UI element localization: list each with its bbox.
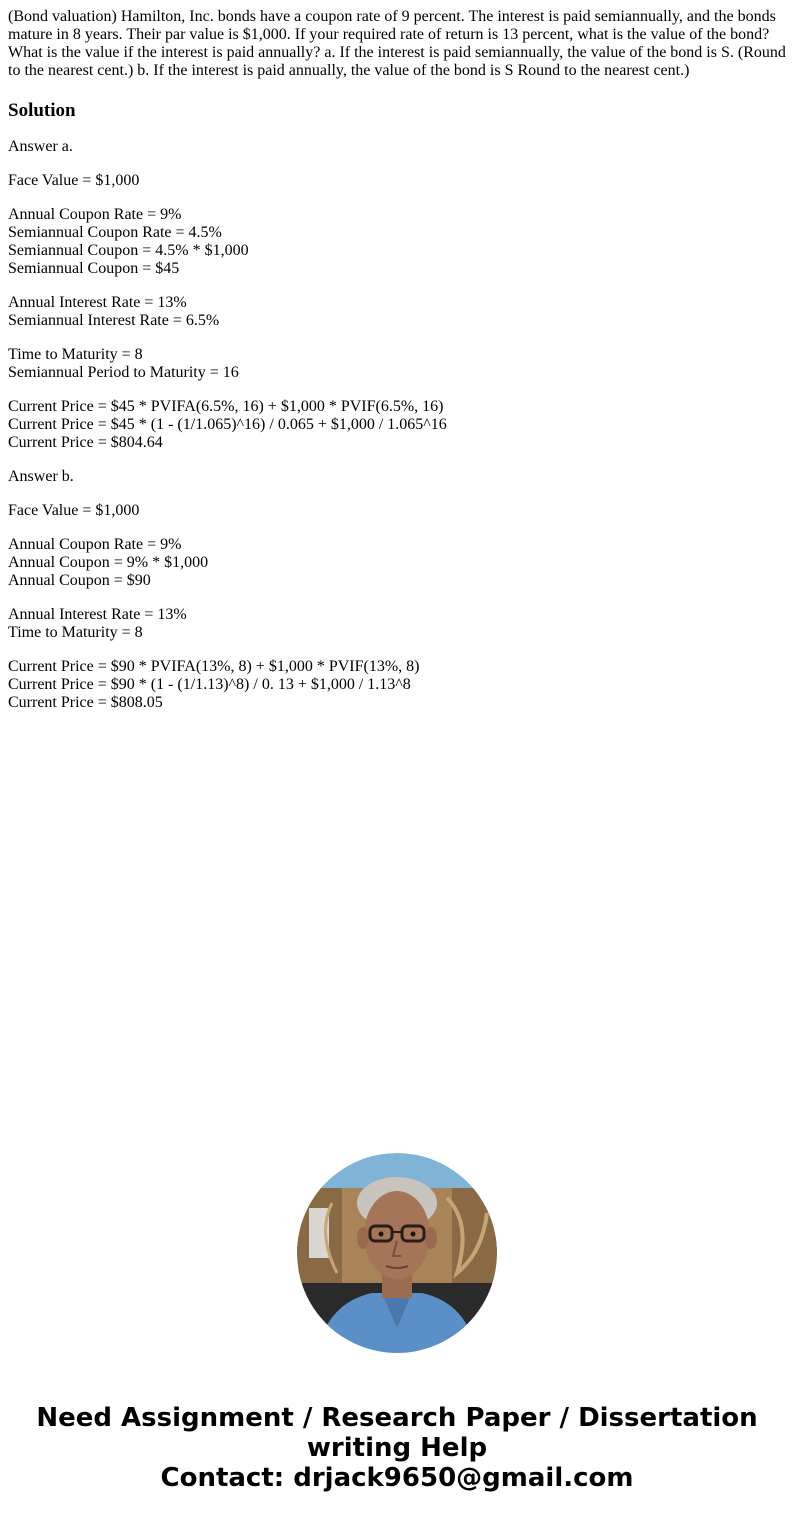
answer-b-coupon-line: Annual Coupon = $90 [8,572,151,589]
answer-b-coupon-block [8,536,788,590]
author-portrait-image [297,1153,497,1353]
answer-a-maturity-block [8,346,788,382]
answer-a-price-line: Current Price = $45 * (1 - (1/1.065)^16) / 0.065 + $1,000 / 1.065^16 [8,416,447,433]
answer-a-maturity-line: Time to Maturity = 8 [8,346,143,363]
promo-line-1: Need Assignment / Research Paper / Dissertation [36,1403,758,1433]
answer-a-price-block [8,398,788,452]
promo-contact-line: Contact: drjack9650@gmail.com [160,1463,634,1493]
answer-a-title: Answer a. [8,138,73,155]
answer-a-coupon-line: Semiannual Coupon = $45 [8,260,180,277]
document-body [8,8,788,712]
answer-a-maturity-line: Semiannual Period to Maturity = 16 [8,364,239,381]
answer-a-coupon-block [8,206,788,278]
answer-b-price-line: Current Price = $808.05 [8,694,163,711]
answer-b-interest-line: Time to Maturity = 8 [8,624,143,641]
answer-b-interest-block [8,606,788,642]
solution-heading: Solution [8,100,76,121]
answer-a-face-value-block [8,172,788,190]
answer-b-title-block [8,468,788,486]
question-text: (Bond valuation) Hamilton, Inc. bonds have a coupon rate of 9 percent. The interest is paid semiannually, and the bonds mature in 8 years. Their par value is $1,000. If your required rate of return is 13 percent, what is the value of the bond? What is the value if the interest is paid annually? a. If the interest is paid semiannually, the value of the bond is S. (Round to the nearest cent.) b. If the interest is paid annually, the value of the bond is S Round to the nearest cent.) [8,8,786,79]
promo-banner [0,1403,794,1493]
answer-b-coupon-line: Annual Coupon = 9% * $1,000 [8,554,209,571]
answer-a-face-value: Face Value = $1,000 [8,172,140,189]
answer-a-price-line: Current Price = $45 * PVIFA(6.5%, 16) + $1,000 * PVIF(6.5%, 16) [8,398,444,415]
answer-b-coupon-line: Annual Coupon Rate = 9% [8,536,182,553]
author-avatar [297,1153,497,1353]
answer-b-interest-line: Annual Interest Rate = 13% [8,606,187,623]
answer-a-coupon-line: Annual Coupon Rate = 9% [8,206,182,223]
answer-a-price-line: Current Price = $804.64 [8,434,163,451]
answer-b-price-line: Current Price = $90 * (1 - (1/1.13)^8) / 0. 13 + $1,000 / 1.13^8 [8,676,411,693]
answer-b-face-value: Face Value = $1,000 [8,502,140,519]
answer-a-interest-block [8,294,788,330]
answer-b-title: Answer b. [8,468,74,485]
answer-b-price-line: Current Price = $90 * PVIFA(13%, 8) + $1,000 * PVIF(13%, 8) [8,658,420,675]
answer-b-price-block [8,658,788,712]
answer-a-coupon-line: Semiannual Coupon = 4.5% * $1,000 [8,242,249,259]
answer-a-interest-line: Annual Interest Rate = 13% [8,294,187,311]
promo-line-2: writing Help [306,1433,488,1463]
answer-b-face-value-block [8,502,788,520]
answer-a-interest-line: Semiannual Interest Rate = 6.5% [8,312,220,329]
answer-a-title-block [8,138,788,156]
answer-a-coupon-line: Semiannual Coupon Rate = 4.5% [8,224,222,241]
